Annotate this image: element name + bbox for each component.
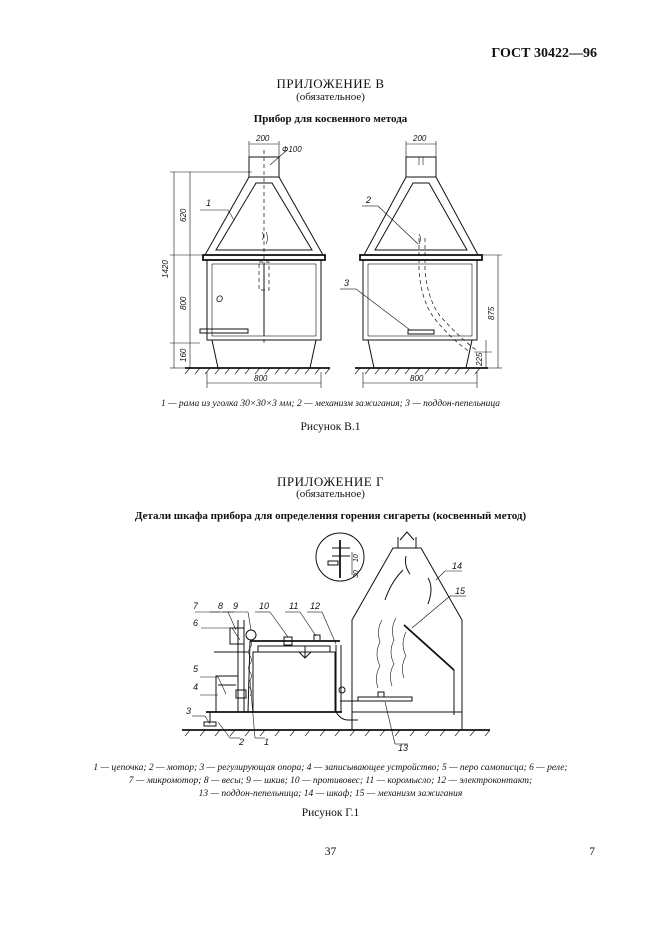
g-callout-6: 6: [193, 618, 199, 628]
g-callout-4: 4: [193, 682, 199, 692]
figure-g1-caption: Рисунок Г.1: [301, 807, 360, 819]
g-callout-11: 11: [289, 601, 299, 611]
detail-circle: [316, 533, 364, 581]
appendix-b-status: (обязательное): [296, 91, 365, 103]
callout-1: 1: [206, 198, 212, 208]
figure-b1-legend: 1 — рама из уголка 30×30×3 мм; 2 — механизм зажигания; 3 — поддон-пепельница: [160, 399, 501, 409]
figure-g1-drawing: [0, 525, 661, 760]
dim-width-base-right: 800: [410, 374, 424, 383]
figure-b1-caption: Рисунок В.1: [300, 421, 361, 433]
dim-top-width-right: 200: [413, 134, 427, 143]
appendix-g-status: (обязательное): [296, 488, 365, 500]
g-callout-1: 1: [264, 737, 270, 747]
g-callout-13: 13: [398, 743, 409, 753]
dim-width-base-left: 800: [254, 374, 268, 383]
dim-height-small: 225: [475, 352, 484, 366]
standard-code: ГОСТ 30422—96: [491, 46, 597, 61]
left-view: [161, 134, 330, 388]
dim-30: 30: [353, 570, 360, 578]
g-callout-3: 3: [186, 706, 192, 716]
g-callout-12: 12: [310, 601, 321, 611]
legend-line-3: 13 — поддон-пепельница; 14 — шкаф; 15 — механизм зажигания: [198, 789, 463, 799]
sheet-number: 7: [589, 846, 595, 858]
dim-height-cabinet: 800: [179, 296, 188, 310]
dim-diameter: Ф100: [282, 145, 302, 154]
g-callout-8: 8: [218, 601, 224, 611]
figure-g1-legend: [0, 762, 661, 801]
right-view: [340, 134, 502, 388]
callout-leaders: [192, 571, 466, 744]
dim-10: 10: [353, 554, 360, 562]
appendix-g-heading: Детали шкафа прибора для определения горения сигареты (косвенный метод): [134, 510, 527, 522]
page-number: 37: [324, 846, 337, 858]
dim-height-legs: 160: [179, 348, 188, 362]
g-callout-15: 15: [455, 586, 466, 596]
g-callout-9: 9: [233, 601, 239, 611]
door-label: О: [216, 294, 224, 304]
g-callout-7: 7: [193, 601, 199, 611]
g-callout-14: 14: [452, 561, 463, 571]
dim-top-width: 200: [256, 134, 270, 143]
dim-height-total: 1420: [161, 260, 170, 278]
legend-line-2: 7 — микромотор; 8 — весы; 9 — шкив; 10 — противовес; 11 — коромысло; 12 — электроконтакт;: [128, 776, 533, 786]
appendix-b-heading: Прибор для косвенного метода: [253, 113, 408, 125]
appendix-b-title: ПРИЛОЖЕНИЕ В: [276, 76, 385, 91]
callout-3: 3: [344, 278, 350, 288]
dim-height-hood: 620: [179, 208, 188, 222]
g-callout-2: 2: [239, 737, 245, 747]
g-callout-5: 5: [193, 664, 199, 674]
balance-assembly: [240, 635, 358, 720]
figure-b1-drawing: [0, 128, 661, 388]
g-callout-10: 10: [259, 601, 270, 611]
appendix-g-title: ПРИЛОЖЕНИЕ Г: [277, 474, 384, 489]
legend-line-1: 1 — цепочка; 2 — мотор; 3 — регулирующая опора; 4 — записывающее устройство; 5 — перо самописца; 6 — реле;: [93, 763, 568, 773]
dim-height-right: 875: [487, 306, 496, 320]
callout-2: 2: [366, 195, 372, 205]
